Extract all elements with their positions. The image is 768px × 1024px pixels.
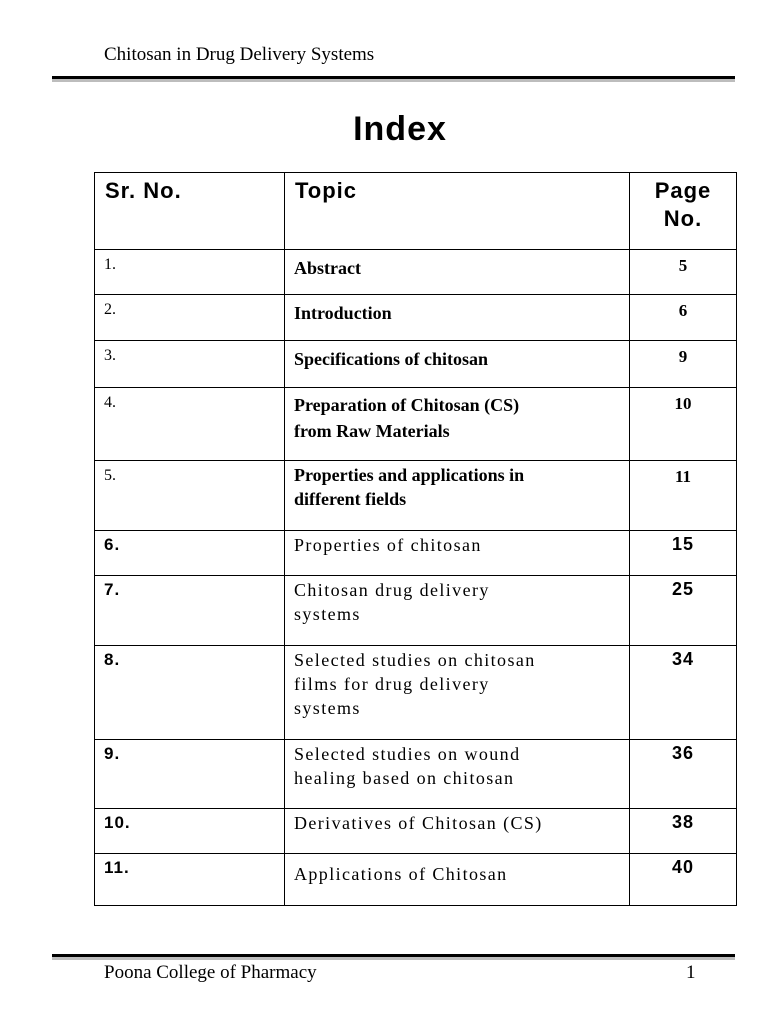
row-topic: Properties of chitosan [294,535,482,555]
row-sr-no: 6. [104,535,121,554]
page-title: Index [353,110,447,148]
running-header: Chitosan in Drug Delivery Systems [104,44,375,65]
table-row [95,341,737,388]
table-header-row [95,173,737,250]
row-page: 38 [671,812,695,832]
table-row [95,740,737,809]
row-page: 9 [678,347,688,366]
row-sr-no: 11. [104,858,130,877]
row-sr-no: 5. [104,467,116,484]
row-sr-no: 9. [104,744,121,763]
row-sr-no: 7. [104,580,121,599]
row-topic: Specifications of chitosan [294,349,489,369]
table-row [95,809,737,854]
row-topic: Selected studies on chitosan films for drug delivery systems [294,650,536,718]
row-page: 40 [671,857,695,877]
row-sr-no: 3. [104,347,116,364]
row-sr-no: 10. [104,813,131,832]
row-topic: Properties and applications in different fields [294,465,525,509]
footer-rule-shadow [52,957,735,960]
row-topic: Introduction [294,303,392,323]
column-header-sr-no: Sr. No. [95,173,285,250]
row-page: 10 [674,394,692,413]
row-page: 25 [671,579,695,599]
row-page: 15 [671,534,695,554]
table-row [95,388,737,461]
table-row [95,576,737,646]
row-sr-no: 4. [104,394,116,411]
header-rule-shadow [52,79,735,82]
row-page: 11 [674,467,692,486]
table-row [95,854,737,906]
row-page: 36 [671,743,695,763]
row-sr-no: 2. [104,301,116,318]
row-topic: Preparation of Chitosan (CS) from Raw Materials [294,395,520,441]
table-row [95,461,737,531]
column-header-topic: Topic [285,173,630,250]
row-page: 6 [678,301,688,320]
row-sr-no: 8. [104,650,121,669]
table-row [95,250,737,295]
row-topic: Chitosan drug delivery systems [294,580,490,624]
footer-page-number: 1 [686,962,696,983]
table-row [95,295,737,341]
row-topic: Selected studies on wound healing based on chitosan [294,744,521,788]
row-topic: Derivatives of Chitosan (CS) [294,813,543,833]
row-page: 5 [678,256,688,275]
row-sr-no: 1. [104,256,116,273]
table-row [95,531,737,576]
index-table [94,172,737,906]
row-topic: Abstract [294,258,361,278]
row-page: 34 [671,649,695,669]
table-row [95,646,737,740]
footer-institution: Poona College of Pharmacy [104,962,317,983]
column-header-page-no: Page No. [630,173,737,250]
row-topic: Applications of Chitosan [294,864,508,884]
